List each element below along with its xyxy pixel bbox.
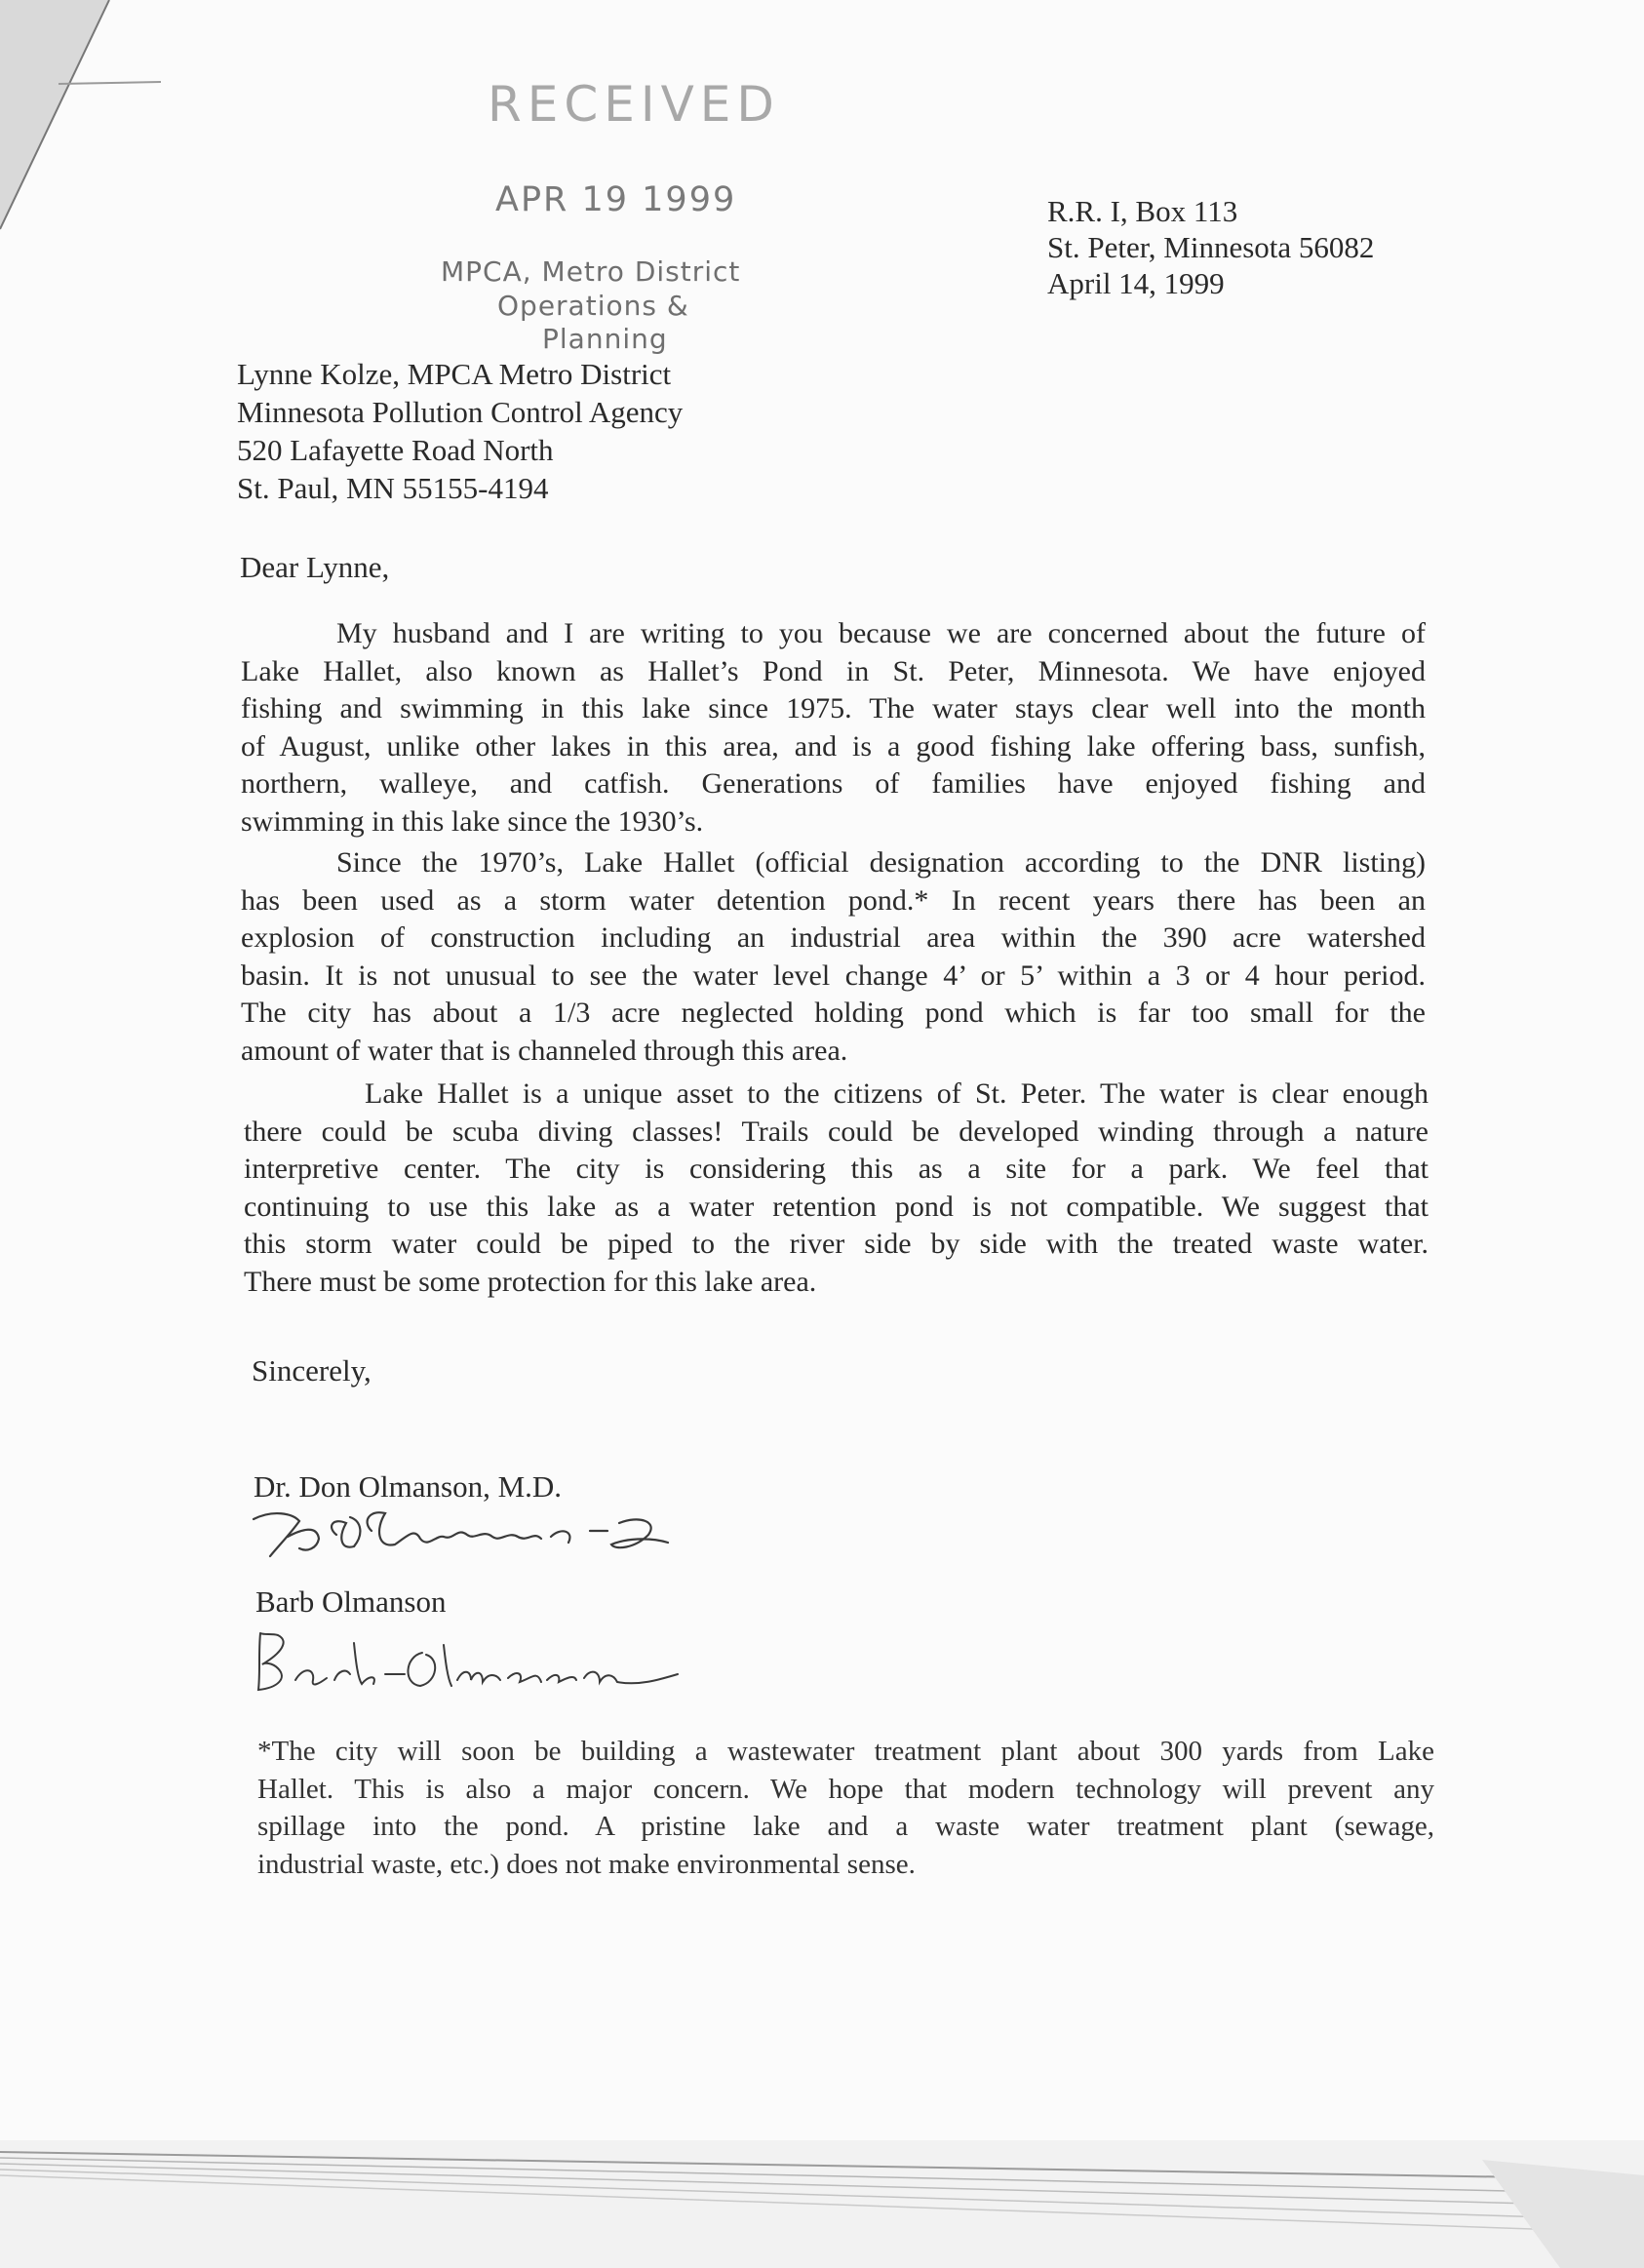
paragraph-line: Since the 1970’s, Lake Hallet (official designation according to the DNR listing): [336, 846, 1426, 879]
body-paragraph: [244, 1075, 1429, 1301]
recipient-address: [237, 355, 683, 507]
footnote-line: spillage into the pond. A pristine lake and a waste water treatment plant (sewage,: [257, 1811, 1434, 1842]
signature-barb-olmanson: [249, 1623, 697, 1701]
paragraph-line: this storm water could be piped to the river side by side with the treated waste water.: [244, 1228, 1429, 1260]
paragraph-line: swimming in this lake since the 1930’s.: [241, 804, 704, 838]
body-paragraph: [241, 615, 1426, 841]
salutation: Dear Lynne,: [240, 550, 390, 584]
footnote-line: industrial waste, etc.) does not make environmental sense.: [257, 1848, 916, 1880]
recipient-line: Lynne Kolze, MPCA Metro District: [237, 357, 672, 391]
stamp-office-line: Planning: [542, 323, 668, 355]
paragraph-line: The city has about a 1/3 acre neglected holding pond which is far too small for the: [241, 997, 1426, 1029]
footnote-line: *The city will soon be building a wastewater treatment plant about 300 yards from Lake: [257, 1736, 1434, 1767]
paragraph-line: there could be scuba diving classes! Trails could be developed winding through a nature: [244, 1114, 1429, 1148]
recipient-line: St. Paul, MN 55155-4194: [237, 471, 549, 505]
paragraph-line: basin. It is not unusual to see the water level change 4’ or 5’ within a 3 or 4 hour period.: [241, 958, 1426, 992]
paragraph-line: interpretive center. The city is considering this as a site for a park. We feel that: [244, 1153, 1429, 1185]
recipient-line: 520 Lafayette Road North: [237, 433, 554, 467]
address-line: St. Peter, Minnesota 56082: [1047, 230, 1375, 264]
paragraph-line: My husband and I are writing to you because we are concerned about the future of: [336, 617, 1426, 649]
paragraph-line: explosion of construction including an industrial area within the 390 acre watershed: [241, 921, 1426, 954]
paragraph-line: of August, unlike other lakes in this area, and is a good fishing lake offering bass, sunfish,: [241, 729, 1426, 763]
letter-date: April 14, 1999: [1047, 266, 1225, 300]
recipient-line: Minnesota Pollution Control Agency: [237, 395, 684, 429]
paragraph-line: has been used as a storm water detention pond.* In recent years there has been an: [241, 883, 1426, 917]
paragraph-line: northern, walleye, and catfish. Generations of families have enjoyed fishing and: [241, 767, 1426, 800]
paragraph-line: amount of water that is channeled through this area.: [241, 1034, 848, 1067]
signatory-name: Barb Olmanson: [255, 1584, 447, 1619]
paragraph-line: fishing and swimming in this lake since 1975. The water stays clear well into the month: [241, 692, 1426, 724]
stamp-office-line: MPCA, Metro District: [441, 255, 741, 288]
body-paragraph: [241, 844, 1426, 1070]
return-address: [1047, 193, 1374, 301]
footnote-line: Hallet. This is also a major concern. We hope that modern technology will prevent any: [257, 1773, 1434, 1805]
paragraph-line: Lake Hallet, also known as Hallet’s Pond in St. Peter, Minnesota. We have enjoyed: [241, 654, 1426, 687]
paper-stack-edge: [0, 2140, 1644, 2268]
address-line: R.R. I, Box 113: [1047, 194, 1238, 228]
signature-don-olmanson: [249, 1488, 756, 1576]
closing: Sincerely,: [252, 1353, 372, 1388]
stamp-date: APR 19 1999: [495, 180, 737, 219]
paragraph-line: There must be some protection for this lake area.: [244, 1265, 817, 1298]
paragraph-line: Lake Hallet is a unique asset to the citizens of St. Peter. The water is clear enough: [365, 1077, 1429, 1110]
stamp-office-line: Operations &: [497, 290, 689, 322]
footnote: [257, 1733, 1434, 1883]
received-stamp: RECEIVED: [488, 76, 780, 133]
signatory-name: Dr. Don Olmanson, M.D.: [254, 1469, 563, 1504]
paragraph-line: continuing to use this lake as a water retention pond is not compatible. We suggest that: [244, 1190, 1429, 1223]
